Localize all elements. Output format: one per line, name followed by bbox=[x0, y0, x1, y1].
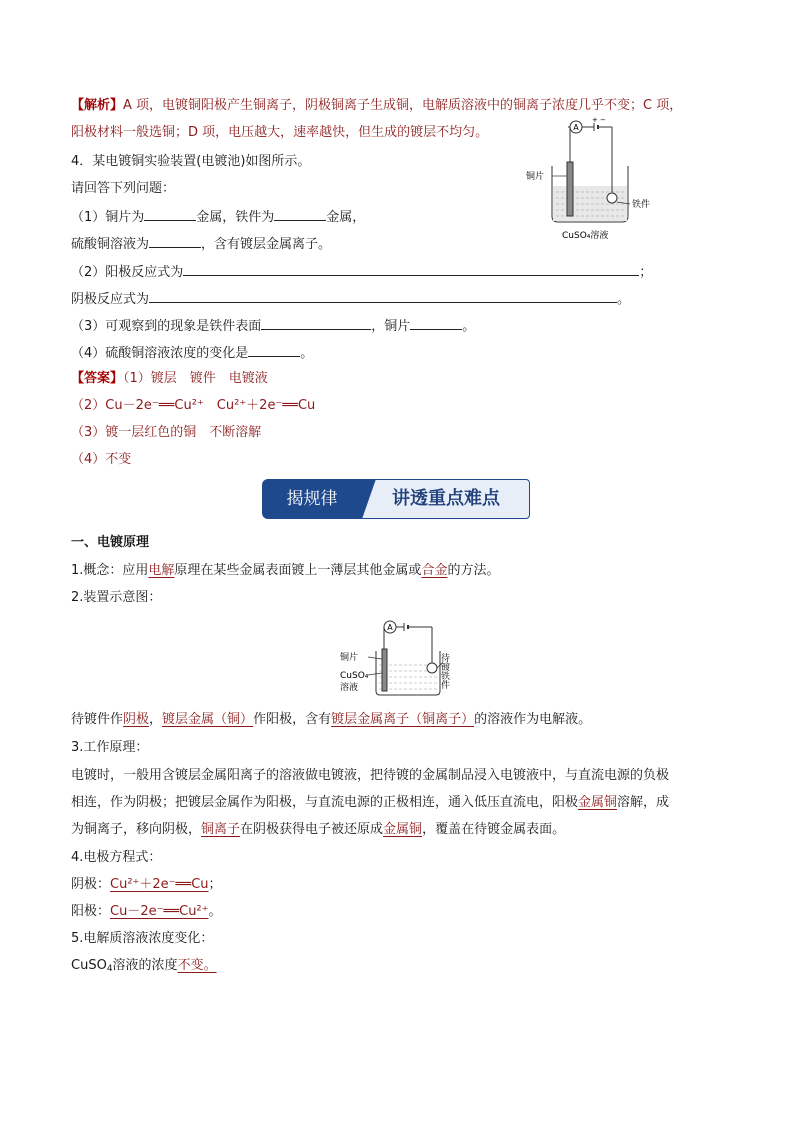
label-iron-part-2: 待镀铁件 bbox=[439, 653, 449, 689]
analysis-tag: 【解析】 bbox=[71, 98, 124, 113]
analysis-text-1: A 项，电镀铜阳极产生铜离子，阴极铜离子生成铜，电解质溶液中的铜离子浓度几乎不变；C 项， bbox=[123, 98, 683, 113]
analysis-line-1 bbox=[71, 97, 682, 115]
cathode-equation-line: 阴极：Cu²⁺＋2e⁻══Cu； bbox=[71, 877, 222, 892]
banner-right: 讲透重点难点 bbox=[354, 479, 530, 519]
svg-text:+: + bbox=[592, 116, 598, 124]
concentration-heading: 5.电解质溶液浓度变化： bbox=[71, 931, 214, 946]
question-prompt: 请回答下列问题： bbox=[71, 181, 176, 196]
diagram-heading: 2.装置示意图： bbox=[71, 590, 162, 605]
electroplating-diagram-2 bbox=[336, 613, 466, 703]
question-part-4: （4）硫酸铜溶液浓度的变化是 。 bbox=[71, 343, 313, 363]
svg-text:−: − bbox=[600, 116, 606, 124]
section-title: 一、电镀原理 bbox=[71, 535, 150, 550]
label-iron-part: 铁件 bbox=[632, 200, 651, 210]
concentration-line: CuSO$_4$溶液的浓度不变。 bbox=[71, 958, 217, 974]
working-principle-heading: 3.工作原理： bbox=[71, 740, 149, 755]
principle-line-1: 电镀时，一般用含镀层金属阳离子的溶液做电镀液，把待镀的金属制品浸入电镀液中，与直流电源的负极 bbox=[71, 768, 670, 783]
blank-concentration[interactable] bbox=[248, 343, 300, 357]
label-cuso4-solution: CuSO₄溶液 bbox=[562, 231, 609, 241]
question-part-2b: 阴极反应式为 。 bbox=[71, 289, 630, 309]
principle-line-2: 相连，作为阴极；把镀层金属作为阳极，与直流电源的正极相连，通入低压直流电，阳极金属铜溶解，成 bbox=[71, 795, 670, 810]
blank-copper[interactable] bbox=[144, 207, 196, 221]
label-cuso4-2: CuSO₄ bbox=[340, 671, 369, 681]
diagram-description: 待镀件作阴极，镀层金属（铜）作阳极，含有镀层金属离子（铜离子）的溶液作为电解液。 bbox=[71, 712, 592, 727]
principle-line-3: 为铜离子，移向阴极，铜离子在阴极获得电子被还原成金属铜，覆盖在待镀金属表面。 bbox=[71, 822, 566, 837]
question-part-1: （1）铜片为 金属，铁件为 金属， bbox=[71, 207, 365, 227]
blank-cathode-equation[interactable] bbox=[149, 289, 617, 303]
answer-line-4: （4）不变 bbox=[71, 452, 132, 467]
concept-line: 1.概念：应用电解原理在某些金属表面镀上一薄层其他金属或合金的方法。 bbox=[71, 563, 500, 578]
equation-heading: 4.电极方程式： bbox=[71, 850, 162, 865]
answer-tag: 【答案】 bbox=[71, 371, 124, 386]
answer-line-1: 【答案】（1）镀层 镀件 电镀液 bbox=[71, 371, 268, 386]
section-banner bbox=[262, 479, 530, 519]
answer-line-3: （3）镀一层红色的铜 不断溶解 bbox=[71, 425, 262, 440]
blank-anode-equation[interactable] bbox=[183, 262, 639, 276]
ammeter-icon: A bbox=[573, 123, 579, 132]
label-copper-plate-2: 铜片 bbox=[340, 653, 359, 663]
question-part-2: （2）阳极反应式为 ； bbox=[71, 262, 652, 282]
analysis-line-2: 阳极材料一般选铜；D 项，电压越大，速率越快，但生成的镀层不均匀。 bbox=[71, 125, 489, 140]
question-4-title: 4．某电镀铜实验装置(电镀池)如图所示。 bbox=[71, 154, 311, 169]
electroplating-diagram-1 bbox=[524, 114, 664, 244]
question-part-1b: 硫酸铜溶液为 ，含有镀层金属离子。 bbox=[71, 234, 331, 254]
question-part-3: （3）可观察到的现象是铁件表面 ，铜片 。 bbox=[71, 316, 475, 336]
label-solution-2: 溶液 bbox=[340, 683, 359, 693]
anode-equation-line: 阳极：Cu－2e⁻══Cu²⁺。 bbox=[71, 904, 222, 919]
ammeter-icon-2: A bbox=[387, 623, 393, 632]
blank-copper-plate[interactable] bbox=[410, 316, 462, 330]
banner-left: 揭规律 bbox=[262, 479, 362, 519]
blank-iron-surface[interactable] bbox=[261, 316, 371, 330]
blank-solution[interactable] bbox=[149, 234, 201, 248]
answer-line-2: （2）Cu－2e⁻══Cu²⁺ Cu²⁺＋2e⁻══Cu bbox=[71, 398, 316, 413]
blank-iron[interactable] bbox=[274, 207, 326, 221]
label-copper-plate: 铜片 bbox=[526, 172, 545, 182]
